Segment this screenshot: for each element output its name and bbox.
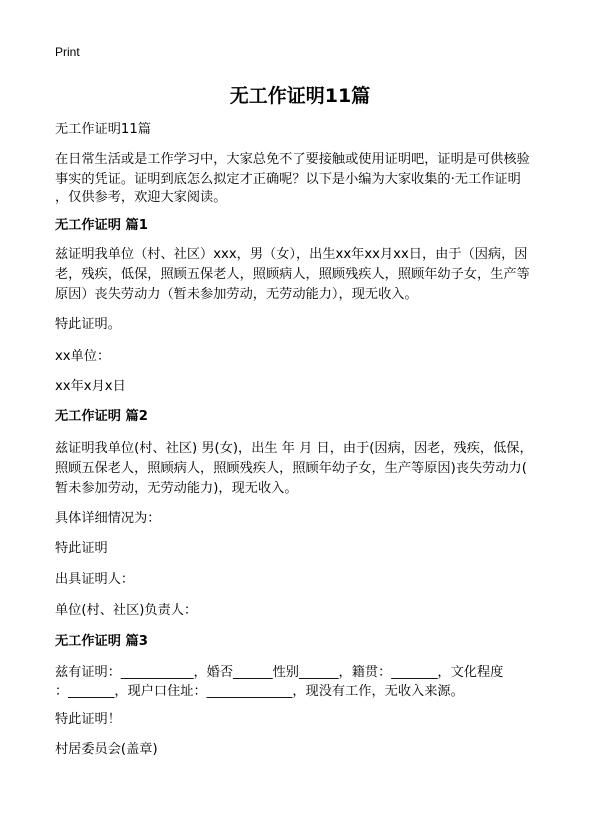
body-line: 原因）丧失劳动力（暂未参加劳动，无劳动能力），现无收入。 [55, 287, 418, 302]
closing-line: 特此证明！ [55, 712, 121, 727]
intro-line: 在日常生活或是工作学习中，大家总免不了要接触或使用证明吧，证明是可供核验 [55, 152, 530, 167]
body-line: 暂未参加劳动，无劳动能力)，现无收入。 [55, 481, 298, 496]
body-line: ：_______，现户口住址：_____________，现没有工作，无收入来源。 [55, 684, 464, 699]
intro-line: ，仅供参考，欢迎大家阅读。 [55, 190, 227, 205]
intro-line: 事实的凭证。证明到底怎么拟定才正确呢？以下是小编为大家收集的·无工作证明 [55, 172, 521, 187]
closing-line: 特此证明 [55, 541, 108, 556]
body-line: 兹有证明：___________，婚否______性别______，籍贯：_______，文化程度 [55, 665, 504, 680]
signature-line: xx单位： [55, 349, 111, 364]
date-line: xx年x月x日 [55, 379, 126, 394]
body-line: 照顾五保老人，照顾病人，照顾残疾人，照顾年幼子女，生产等原因)丧失劳动力( [55, 461, 527, 476]
section-heading: 无工作证明 篇1 [55, 218, 148, 233]
signature-line: 村居委员会(盖章) [55, 742, 158, 757]
section-heading: 无工作证明 篇2 [55, 409, 148, 424]
closing-line: 特此证明。 [55, 317, 121, 332]
body-line: 老，残疾，低保，照顾五保老人，照顾病人，照顾残疾人，照顾年幼子女，生产等 [55, 267, 530, 282]
subtitle: 无工作证明11篇 [55, 122, 151, 137]
document-title: 无工作证明11篇 [229, 85, 371, 107]
signature-line: 单位(村、社区)负责人： [55, 603, 198, 618]
section-heading: 无工作证明 篇3 [55, 634, 148, 649]
signature-line: 出具证明人： [55, 572, 135, 587]
print-label: Print [55, 45, 80, 59]
body-line: 兹证明我单位（村、社区）xxx，男（女），出生xx年xx月xx日，由于（因病，因 [55, 247, 528, 262]
detail-line: 具体详细情况为： [55, 511, 161, 526]
body-line: 兹证明我单位(村、社区) 男(女)，出生 年 月 日，由于(因病，因老，残疾，低保， [55, 441, 533, 456]
